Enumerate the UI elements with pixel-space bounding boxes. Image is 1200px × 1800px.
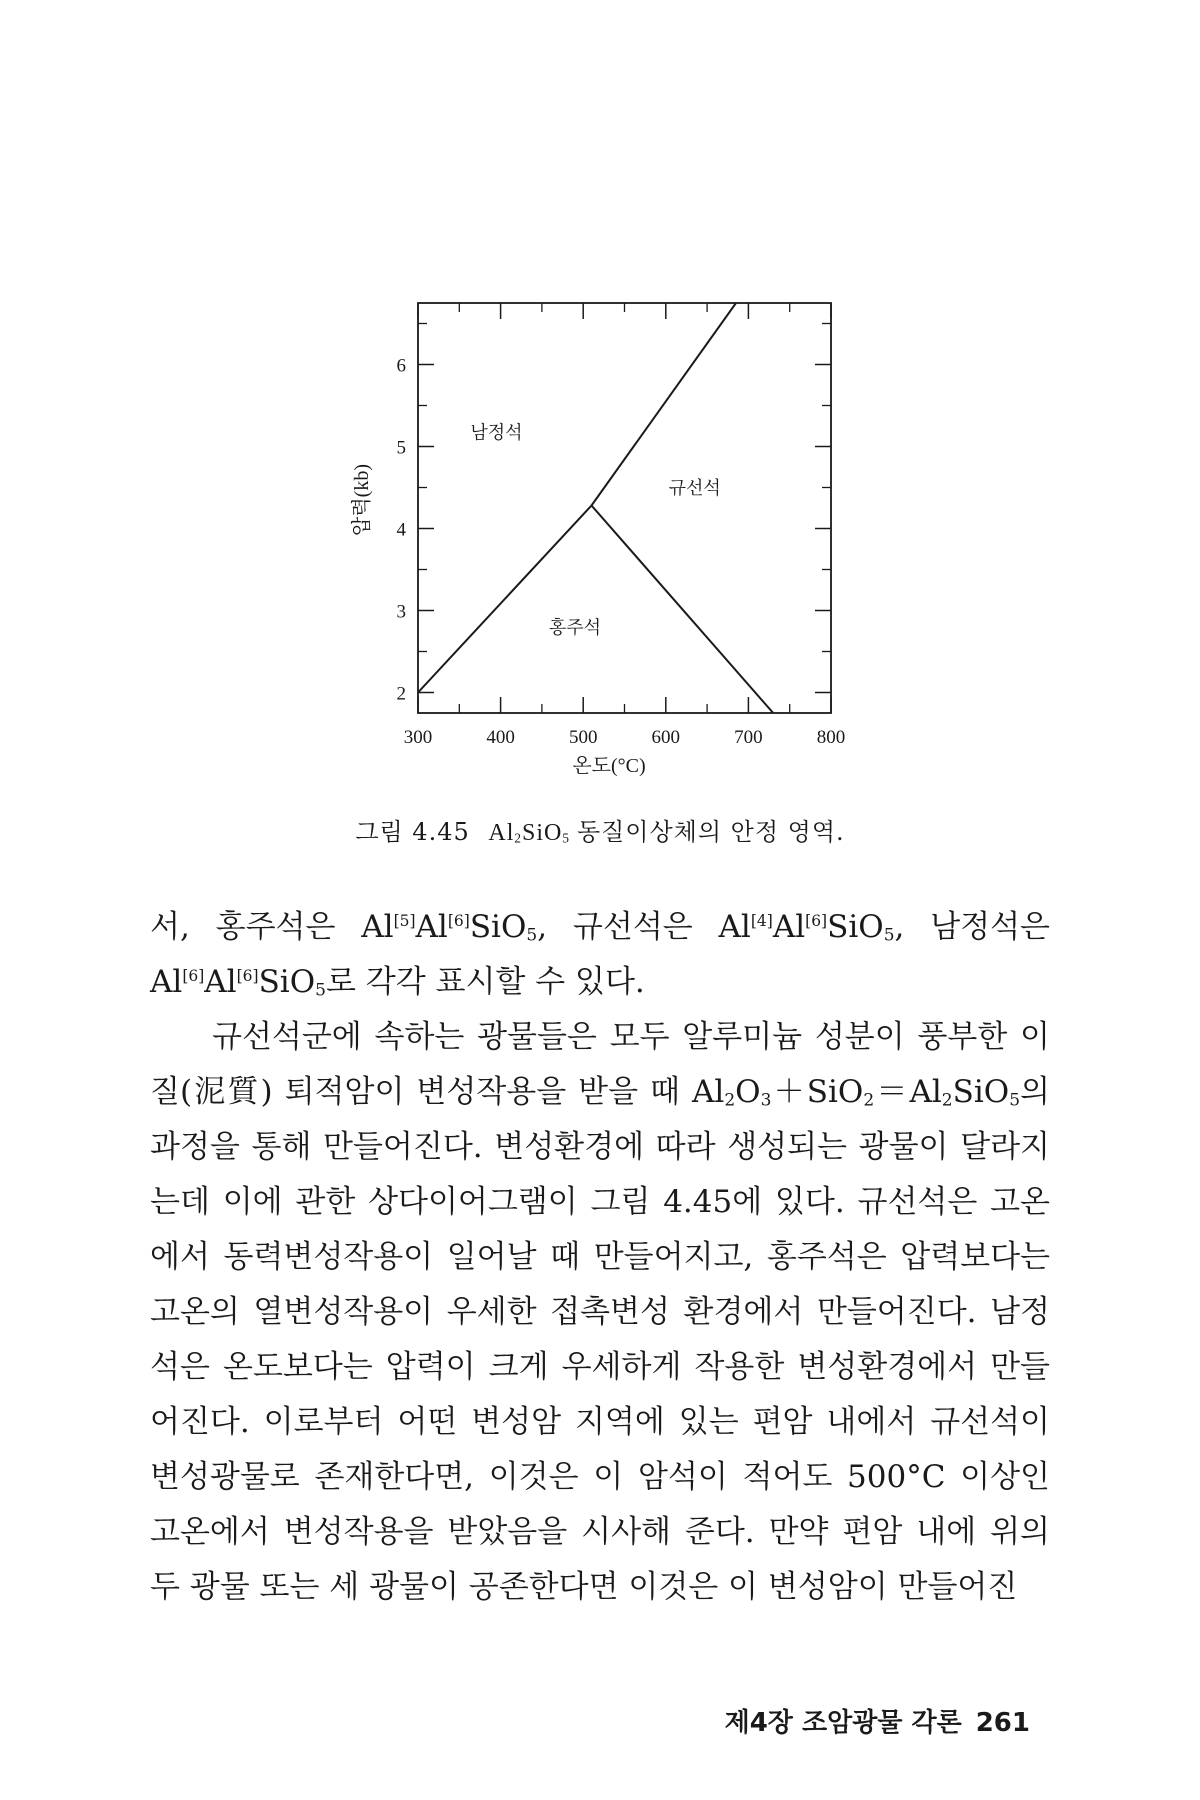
superscript: [5] (393, 912, 416, 931)
region-label: 남정석 (470, 422, 523, 444)
text-run: O (735, 1074, 761, 1110)
text-run: SiO (469, 909, 527, 945)
text-run: SiO (258, 964, 316, 1000)
superscript: [6] (236, 967, 259, 986)
x-tick-label: 600 (651, 727, 681, 748)
subscript: 5 (526, 925, 538, 946)
text-run: , 남정석은 Al (150, 909, 1051, 1000)
chapter-title: 제4장 조암광물 각론 (724, 1708, 962, 1738)
caption-formula-part: Al (488, 820, 515, 846)
caption-formula-part: SiO (521, 820, 563, 846)
text-run: SiO (827, 909, 884, 945)
x-tick-label: 500 (568, 727, 598, 748)
phase-boundary-line (418, 506, 592, 693)
y-tick-label: 5 (396, 437, 406, 459)
subscript: 5 (883, 925, 895, 946)
region-label: 규선석 (668, 478, 721, 500)
caption-formula-part: 2 (514, 830, 522, 846)
caption-text: 동질이상체의 안정 영역. (576, 818, 845, 846)
y-tick-label: 3 (396, 601, 406, 623)
x-tick-label: 700 (734, 727, 763, 748)
caption-formula-part: 5 (562, 830, 570, 846)
figure-caption (0, 812, 1200, 847)
x-axis-label: 온도(°C) (572, 755, 646, 777)
y-tick-label: 6 (396, 355, 406, 377)
caption-prefix: 그림 4.45 (355, 818, 470, 846)
superscript: [6] (182, 967, 205, 986)
text-run: 규선석군에 속하는 광물들은 모두 알루미늄 성분이 풍부한 이질(泥質) 퇴적암이 변성작용을 받을 때 Al (150, 1019, 1050, 1110)
text-run: Al (204, 964, 237, 1000)
subscript: 2 (724, 1090, 736, 1111)
body-text (150, 900, 1050, 1615)
x-tick-label: 400 (486, 727, 515, 748)
phase-diagram (0, 0, 1200, 780)
text-run: , 규선석은 Al (537, 909, 751, 945)
page-footer (725, 1702, 1030, 1739)
superscript: [4] (750, 912, 773, 931)
text-run: ＝Al (874, 1074, 942, 1110)
subscript: 5 (1009, 1090, 1021, 1111)
subscript: 3 (760, 1090, 772, 1111)
region-label: 홍주석 (548, 617, 602, 639)
x-tick-label: 300 (403, 727, 433, 748)
page-number: 261 (975, 1708, 1030, 1738)
superscript: [6] (447, 912, 470, 931)
y-axis-label: 압력(kb) (351, 464, 373, 536)
subscript: 2 (863, 1090, 875, 1111)
paragraph (150, 1010, 1050, 1615)
superscript: [6] (805, 912, 828, 931)
subscript: 5 (315, 980, 326, 1001)
text-run: Al (415, 909, 448, 945)
text-run: 로 각각 표시할 수 있다. (325, 964, 645, 1000)
y-tick-label: 2 (396, 683, 406, 705)
text-run: Al (772, 909, 806, 945)
phase-boundary-line (592, 506, 774, 714)
y-tick-label: 4 (396, 519, 406, 541)
subscript: 2 (941, 1090, 953, 1111)
text-run: SiO (952, 1074, 1010, 1110)
phase-boundary-line (592, 303, 737, 506)
paragraph (150, 900, 1050, 1010)
x-tick-label: 800 (816, 727, 846, 748)
text-run: 의 과정을 통해 만들어진다. 변성환경에 따라 생성되는 광물이 달라지는데 이에 관한 상다이어그램이 그림 4.45에 있다. 규선석은 고온에서 동력변성작용이 일어날 때 만들어지고, 홍주석은 압력보다는 고온의 열변성작용이 우세한 접촉변성 환경에서 만들어진다. 남정석은 온도보다는 압력이 크게 우세하게 작용한 변성환경에서 만들어진다. 이로부터 어떤 변성암 지역에 있는 편암 내에서 규선석이 변성광물로 존재한다면, 이것은 이 암석이 적어도 500°C 이상인 고온에서 변성작용을 받았음을 시사해 준다. 만약 편암 내에 위의 두 광물 또는 세 광물이 공존한다면 이것은 이 변성암이 만들어진 (150, 1074, 1050, 1605)
caption-formula (488, 820, 577, 846)
text-run: ＋SiO (771, 1074, 864, 1110)
text-run: 서, 홍주석은 Al (150, 909, 394, 945)
plot-frame (418, 303, 831, 713)
